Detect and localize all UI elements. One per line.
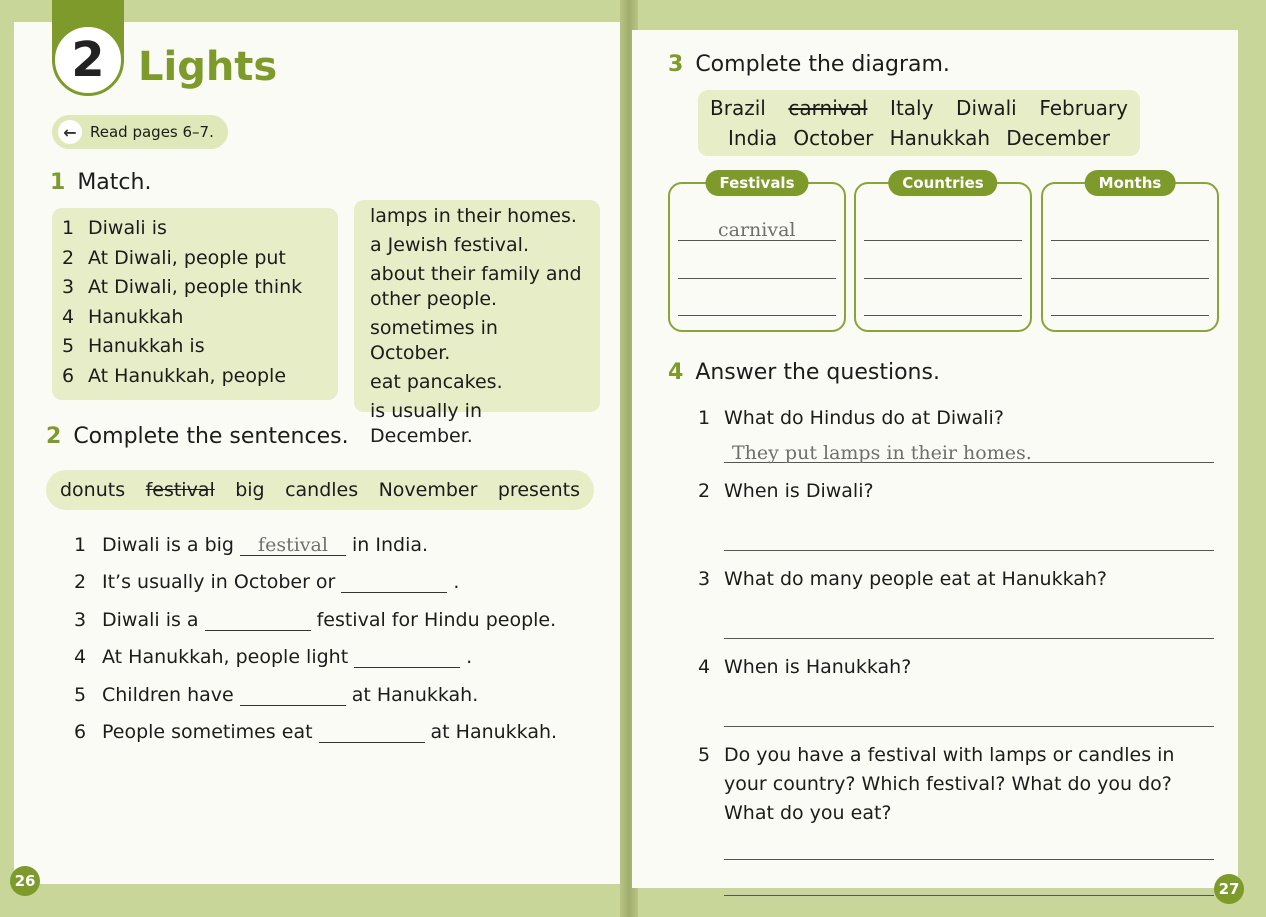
answer-blank[interactable]: [354, 646, 460, 668]
diagram-answer-line[interactable]: [1051, 278, 1209, 279]
answer-line[interactable]: [724, 506, 1214, 551]
exercise-2-sentences: [74, 518, 594, 743]
match-left-item: 4 Hanukkah: [62, 305, 184, 328]
sentence-row: 1 Diwali is a big festival in India.: [74, 533, 429, 556]
exercise-4-title: Answer the questions.: [695, 360, 940, 385]
page-number-left: 26: [10, 866, 40, 896]
diagram-answer-line[interactable]: [678, 315, 836, 316]
exercise-2-heading: [46, 424, 349, 449]
answer-blank[interactable]: festival: [240, 534, 346, 556]
exercise-3-title: Complete the diagram.: [695, 52, 950, 77]
word-option: October: [793, 126, 874, 150]
word-option: Hanukkah: [889, 126, 991, 150]
diagram-label-festivals: Festivals: [705, 170, 808, 196]
diagram-answer-line[interactable]: [1051, 240, 1209, 241]
unit-number-badge: [52, 24, 124, 96]
diagram-label-countries: Countries: [888, 170, 997, 196]
match-right-item: is usually in December.: [370, 400, 483, 447]
match-right-box: [354, 200, 600, 447]
diagram-answer-line[interactable]: [1051, 315, 1209, 316]
answer-line[interactable]: [724, 828, 1214, 860]
sentence-row: 5 Children have at Hanukkah.: [74, 683, 479, 706]
sentence-row: 2 It’s usually in October or .: [74, 571, 460, 593]
word-option: presents: [497, 479, 580, 501]
answer-line[interactable]: [724, 682, 1214, 727]
answer-blank[interactable]: [240, 684, 346, 706]
read-pages-text: Read pages 6–7.: [90, 123, 214, 141]
diagram-countries: [854, 174, 1032, 332]
answer-blank[interactable]: [319, 721, 425, 743]
answer-blank[interactable]: [205, 609, 311, 631]
match-right-item: about their family and other people.: [370, 263, 582, 310]
exercise-3-word-box: [698, 90, 1140, 156]
answer-line[interactable]: [724, 594, 1214, 639]
exercise-1-number: 1: [50, 170, 66, 195]
exercise-3-number: 3: [668, 52, 684, 77]
exercise-1-heading: [50, 170, 151, 195]
unit-title: Lights: [138, 44, 278, 90]
diagram-months: [1041, 174, 1219, 332]
diagram-answer-line[interactable]: [678, 278, 836, 279]
match-left-item: 2 At Diwali, people put: [62, 246, 286, 269]
match-right-item: eat pancakes.: [370, 371, 503, 393]
diagram-answer-line[interactable]: [678, 219, 836, 241]
word-row: [710, 123, 1128, 153]
word-option: Diwali: [956, 96, 1017, 120]
unit-number: 2: [71, 32, 105, 88]
exercise-2-word-box: [46, 470, 594, 510]
exercise-2-title: Complete the sentences.: [73, 424, 349, 449]
word-option: donuts: [60, 479, 126, 501]
question-row: 4 When is Hanukkah?: [698, 656, 912, 678]
answer-line[interactable]: [724, 433, 1214, 463]
sentence-row: 3 Diwali is a festival for Hindu people.: [74, 608, 557, 631]
word-option: Brazil: [710, 96, 766, 120]
exercise-3-heading: [668, 52, 950, 77]
question-row: 5 Do you have a festival with lamps or candles in your country? Which festival? What do you do? What do you eat?: [698, 744, 1175, 824]
diagram-answer: carnival: [718, 219, 796, 241]
answer-line[interactable]: [724, 860, 1214, 896]
diagram-answer-line[interactable]: [864, 278, 1022, 279]
answer-blank[interactable]: [341, 571, 447, 593]
word-option: Italy: [890, 96, 934, 120]
sentence-row: 6 People sometimes eat at Hanukkah.: [74, 721, 558, 743]
match-right-item: sometimes in October.: [370, 317, 498, 364]
exercise-4-heading: [668, 360, 940, 385]
word-option: November: [378, 479, 478, 501]
word-option-struck: carnival: [788, 96, 868, 120]
read-pages-pill: [52, 115, 228, 149]
arrow-left-icon: ←: [58, 120, 82, 144]
exercise-2-number: 2: [46, 424, 62, 449]
match-right-item: a Jewish festival.: [370, 234, 529, 256]
exercise-1-title: Match.: [77, 170, 152, 195]
match-right-item: lamps in their homes.: [370, 205, 577, 227]
diagram-festivals: [668, 174, 846, 332]
question-row: 3 What do many people eat at Hanukkah?: [698, 568, 1108, 590]
word-option: big: [235, 479, 265, 501]
word-row: [710, 93, 1128, 123]
match-left-item: 3 At Diwali, people think: [62, 276, 303, 298]
question-row: 2 When is Diwali?: [698, 480, 874, 502]
sentence-row: 4 At Hanukkah, people light .: [74, 646, 473, 668]
word-option: December: [1006, 126, 1110, 150]
word-option: India: [728, 126, 778, 150]
match-left-item: 1 Diwali is: [62, 217, 167, 239]
diagram-label-months: Months: [1085, 170, 1176, 196]
exercise-4-number: 4: [668, 360, 684, 385]
match-left-item: 6 At Hanukkah, people: [62, 364, 287, 387]
left-page: [14, 22, 624, 884]
page-number-right: 27: [1214, 874, 1244, 904]
question-row: 1 What do Hindus do at Diwali?: [698, 407, 1004, 429]
diagram-answer-line[interactable]: [864, 315, 1022, 316]
handwritten-answer: They put lamps in their homes.: [732, 442, 1032, 464]
diagram-answer-line[interactable]: [864, 240, 1022, 241]
exercise-4-questions: [698, 404, 1214, 896]
word-option: February: [1039, 96, 1128, 120]
match-left-item: 5 Hanukkah is: [62, 335, 205, 357]
word-option: candles: [285, 479, 359, 501]
word-option-struck: festival: [145, 479, 215, 501]
match-left-box: [52, 208, 338, 400]
